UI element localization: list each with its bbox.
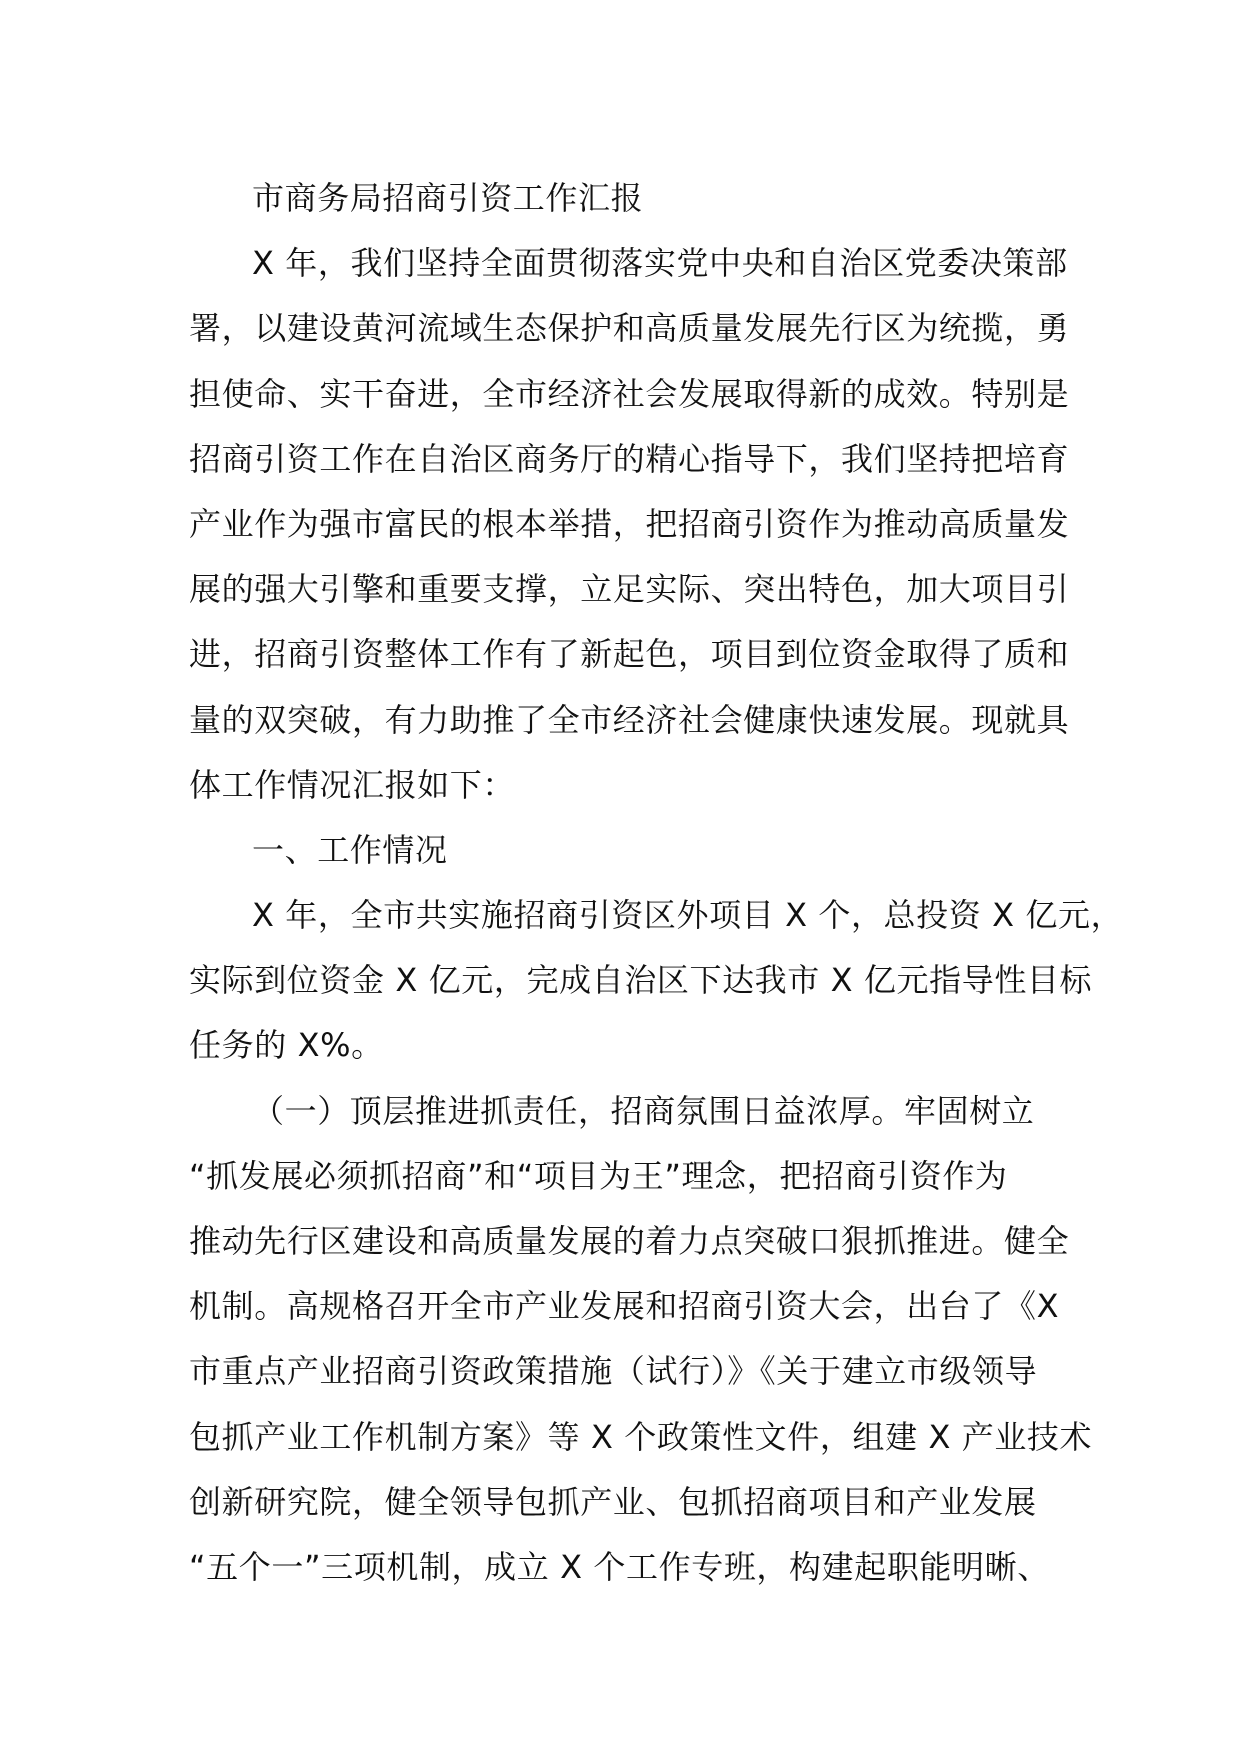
paragraph-line: 署，以建设黄河流域生态保护和高质量发展先行区为统揽，勇 — [189, 309, 1070, 348]
paragraph-line: 展的强大引擎和重要支撑，立足实际、突出特色，加大项目引 — [189, 570, 1070, 609]
section-heading: 一、工作情况 — [252, 830, 448, 869]
paragraph-line: 招商引资工作在自治区商务厅的精心指导下，我们坚持把培育 — [189, 439, 1070, 478]
paragraph-line: 包抓产业工作机制方案》等 X 个政策性文件，组建 X 产业技术 — [189, 1417, 1093, 1456]
paragraph-line: “抓发展必须抓招商”和“项目为王”理念，把招商引资作为 — [189, 1156, 1008, 1195]
paragraph-line: 产业作为强市富民的根本举措，把招商引资作为推动高质量发 — [189, 504, 1070, 543]
paragraph-line: 量的双突破，有力助推了全市经济社会健康快速发展。现就具 — [189, 700, 1070, 739]
paragraph-line: 进，招商引资整体工作有了新起色，项目到位资金取得了质和 — [189, 635, 1070, 674]
paragraph-line: 市重点产业招商引资政策措施（试行）》《关于建立市级领导 — [189, 1352, 1038, 1391]
document-title: 市商务局招商引资工作汇报 — [252, 179, 644, 217]
paragraph-line: 体工作情况汇报如下： — [189, 765, 516, 804]
paragraph-line: 任务的 X%。 — [189, 1026, 384, 1065]
paragraph-line: 创新研究院，健全领导包抓产业、包抓招商项目和产业发展 — [189, 1482, 1037, 1521]
paragraph-line: 机制。高规格召开全市产业发展和招商引资大会，出台了《X — [189, 1287, 1060, 1326]
paragraph-line: 推动先行区建设和高质量发展的着力点突破口狠抓推进。健全 — [189, 1222, 1070, 1260]
subsection-line: （一）顶层推进抓责任，招商氛围日益浓厚。牢固树立 — [252, 1091, 1035, 1130]
document-body — [189, 166, 1124, 1600]
paragraph-line: “五个一”三项机制，成立 X 个工作专班，构建起职能明晰、 — [189, 1547, 1050, 1586]
paragraph-line: X 年，全市共实施招商引资区外项目 X 个，总投资 X 亿元， — [252, 896, 1124, 935]
paragraph-line: 担使命、实干奋进，全市经济社会发展取得新的成效。特别是 — [189, 374, 1070, 413]
paragraph-line: X 年，我们坚持全面贯彻落实党中央和自治区党委决策部 — [252, 244, 1068, 283]
paragraph-line: 实际到位资金 X 亿元，完成自治区下达我市 X 亿元指导性目标 — [189, 961, 1093, 1000]
